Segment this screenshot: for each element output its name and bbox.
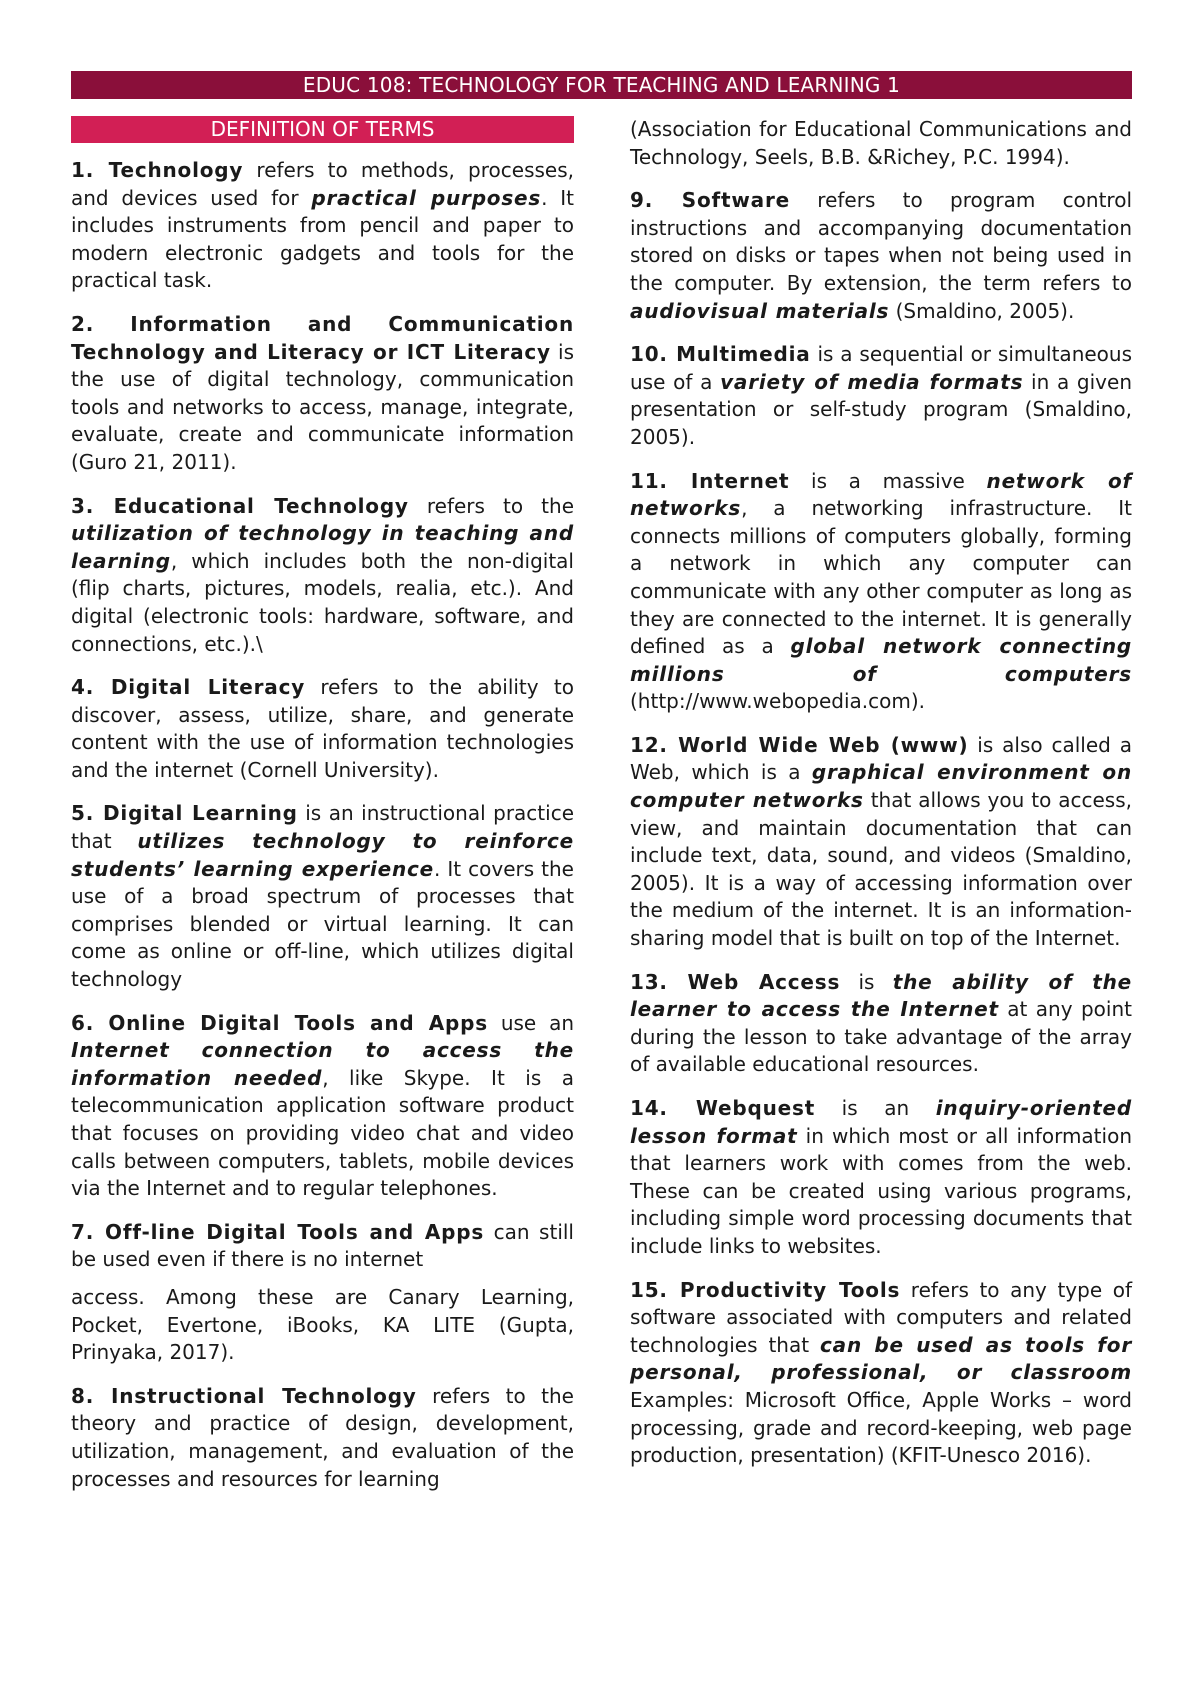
definition-software <box>630 187 1132 325</box>
definition-offline-digital-tools <box>71 1219 574 1274</box>
term-label: 4. Digital Literacy <box>71 675 306 700</box>
definition-text: refers to methods, processes, and devices used for <box>71 158 574 210</box>
definition-text: is also called a Web, which is a <box>630 732 1132 785</box>
definition-text: . It covers the use of a broad spectrum of processes that comprises blended or virtual learning. It can come as online or off-line, which utilizes digital technology <box>71 856 574 992</box>
definition-text: refers to any type of software associated with computers and related technologies that <box>630 1277 1132 1357</box>
definition-emphasis: variety of media formats <box>720 369 1024 394</box>
definition-instructional-technology-continued <box>630 116 1132 171</box>
definition-text: is a massive <box>789 468 987 493</box>
term-label: 14. Webquest <box>630 1096 816 1120</box>
definition-text: can still be used even if there is no internet <box>71 1219 574 1272</box>
definition-emphasis: graphical environment on computer networks <box>630 760 1133 813</box>
definition-text: (Association for Educational Communications and Technology, Seels, B.B. &Richey, P.C. 1994). <box>630 117 1132 169</box>
term-label: 15. Productivity Tools <box>630 1277 901 1302</box>
term-label: 12. World Wide Web (www) <box>630 732 969 757</box>
definition-emphasis: audiovisual materials <box>630 298 890 323</box>
definition-text: , which includes both the non-digital (flip charts, pictures, models, realia, etc.). And digital (electronic tools: hardware, software, and connections, etc.).\ <box>71 548 574 656</box>
definition-educational-technology <box>71 493 574 659</box>
term-label: 8. Instructional Technology <box>71 1383 417 1408</box>
definition-emphasis: utilization of technology in teaching and learning <box>71 521 574 573</box>
definition-text: refers to the <box>408 493 574 518</box>
definition-emphasis: can be used as tools for personal, professional, or classroom <box>630 1332 1132 1385</box>
term-label: 10. Multimedia <box>630 342 811 367</box>
definition-text: use an <box>487 1010 575 1035</box>
definition-digital-learning <box>71 800 574 993</box>
definition-internet <box>630 468 1132 716</box>
definition-text: is a sequential or simultaneous use of a <box>630 342 1132 394</box>
definition-webquest <box>630 1095 1132 1261</box>
definition-emphasis: Internet connection to access the information needed <box>71 1038 574 1090</box>
definition-text: refers to the theory and practice of design, development, utilization, management, and evaluation of the processes and resources for learning <box>71 1383 574 1491</box>
document-title: EDUC 108: TECHNOLOGY FOR TEACHING AND LEARNING 1 <box>71 71 1132 99</box>
definition-text: refers to the ability to discover, assess, utilize, share, and generate content with the use of information technologies and the internet (Cornell University). <box>71 675 574 782</box>
definition-text: , a networking infrastructure. It connects millions of computers globally, forming a network in which any computer can communicate with any other computer as long as they are connected to the internet. It is generally defined as a <box>630 496 1132 659</box>
term-label: 11. Internet <box>630 468 790 493</box>
term-label: 9. Software <box>630 188 791 213</box>
definition-text: that allows you to access, view, and maintain documentation that can include text, data, sound, and videos (Smaldino, 2005). It is a way of accessing information over the medium of the internet. It is an information-sharing model that is built on top of the Internet. <box>630 788 1132 951</box>
definition-emphasis: network of networks <box>630 468 1132 521</box>
definition-text: . It includes instruments from pencil and paper to modern electronic gadgets and tools for the practical task. <box>71 185 574 293</box>
definition-text: in a given presentation or self-study program (Smaldino, 2005). <box>630 369 1132 449</box>
definition-instructional-technology <box>71 1383 574 1493</box>
definition-multimedia <box>630 341 1132 451</box>
left-column <box>71 116 574 1509</box>
definition-emphasis: inquiry-oriented lesson format <box>630 1096 1132 1148</box>
term-label: 7. Off-line Digital Tools and Apps <box>71 1219 485 1244</box>
definition-text: in which most or all information that learners work with comes from the web. These can be created using various programs, including simple word processing documents that include links to websites. <box>630 1123 1132 1258</box>
section-heading: DEFINITION OF TERMS <box>71 116 574 143</box>
definition-text: , like Skype. It is a telecommunication application software product that focuses on providing video chat and video calls between computers, tablets, mobile devices via the Internet and to regular telephones. <box>71 1065 574 1201</box>
definition-technology <box>71 157 574 295</box>
definition-emphasis: practical purposes <box>311 185 542 210</box>
definition-digital-literacy <box>71 674 574 784</box>
definition-text: at any point during the lesson to take advantage of the array of available educational resources. <box>630 997 1132 1077</box>
definition-emphasis: the ability of the learner to access the Internet <box>630 969 1132 1022</box>
term-label: 3. Educational Technology <box>71 493 409 518</box>
right-column <box>630 116 1132 1486</box>
term-label: 1. Technology <box>71 158 244 182</box>
definition-text: (http://www.webopedia.com). <box>630 689 925 714</box>
definition-emphasis: global network connecting millions of computers <box>630 634 1132 686</box>
definition-ict-literacy <box>71 311 574 477</box>
definition-online-digital-tools <box>71 1010 574 1203</box>
definition-offline-digital-tools-continued <box>71 1284 574 1367</box>
term-label: 5. Digital Learning <box>71 801 298 826</box>
definition-text: access. Among these are Canary Learning, Pocket, Evertone, iBooks, KA LITE (Gupta, Prinyaka, 2017). <box>71 1284 574 1365</box>
term-label: 13. Web Access <box>630 969 841 994</box>
term-label: 2. Information and Communication Technology and Literacy or ICT Literacy <box>71 311 574 364</box>
definition-text: is an instructional practice that <box>71 801 575 854</box>
definition-productivity-tools <box>630 1277 1132 1470</box>
definition-world-wide-web <box>630 732 1132 953</box>
definition-text: Examples: Microsoft Office, Apple Works – word processing, grade and record-keeping, web page production, presentation) (KFIT-Unesco 2016). <box>630 1387 1132 1468</box>
definition-web-access <box>630 969 1132 1079</box>
definition-text: is an <box>815 1096 936 1120</box>
definition-text: refers to program control instructions and accompanying documentation stored on disks or tapes when not being used in the computer. By extension, the term refers to <box>630 188 1132 295</box>
definition-text: is the use of digital technology, communication tools and networks to access, manage, integrate, evaluate, create and communicate information (Guro 21, 2011). <box>71 339 574 474</box>
term-label: 6. Online Digital Tools and Apps <box>71 1010 488 1035</box>
definition-text: is <box>840 969 893 994</box>
definition-text: (Smaldino, 2005). <box>889 298 1075 323</box>
definition-emphasis: utilizes technology to reinforce students’ learning experience <box>71 829 574 881</box>
